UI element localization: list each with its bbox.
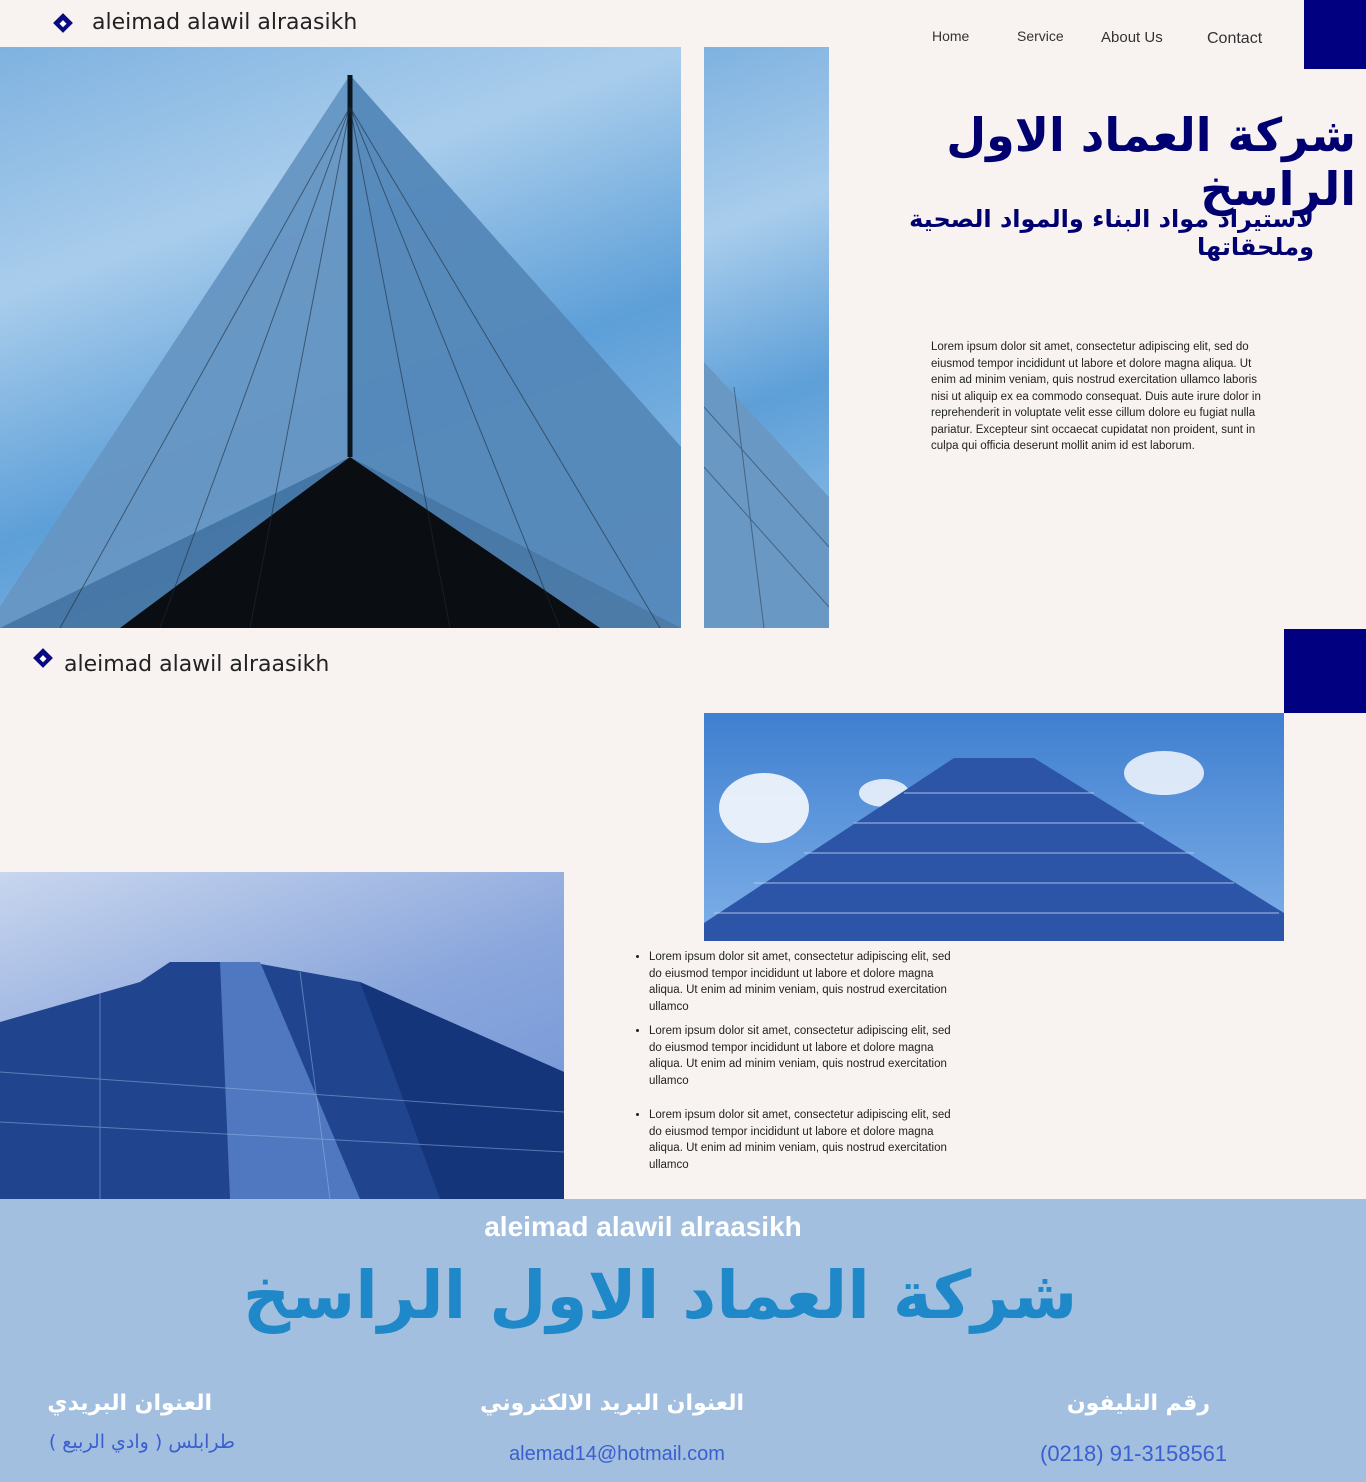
footer-brand: aleimad alawil alraasikh: [484, 1211, 802, 1242]
brand-name: aleimad alawil alraasikh: [92, 10, 358, 35]
footer-title: شركة العماد الاول الراسخ: [242, 1257, 1078, 1334]
list-item: • Lorem ipsum dolor sit amet, consectetur adipiscing elit, sed do eiusmod tempor incididunt ut labore et dolore magna aliqua. Ut enim ad minim veniam, quis nostrud exercitation ullamco: [649, 1107, 961, 1173]
skyscraper-photo: [704, 713, 1284, 941]
feature-list: [631, 949, 961, 1181]
nav-home[interactable]: Home: [932, 28, 970, 44]
postal-label: العنوان البريدي: [47, 1391, 212, 1416]
hero-subtitle: لاستيراد مواد البناء والمواد الصحية وملحقاتها: [909, 205, 1314, 261]
nav-service[interactable]: Service: [1017, 28, 1064, 44]
list-item: • Lorem ipsum dolor sit amet, consectetur adipiscing elit, sed do eiusmod tempor incididunt ut labore et dolore magna aliqua. Ut enim ad minim veniam, quis nostrud exercitation ullamco: [649, 1023, 961, 1089]
accent-square-2: [1284, 629, 1366, 713]
logo-diamond-icon: [53, 13, 73, 33]
glass-towers-photo: [0, 872, 564, 1199]
list-item: • Lorem ipsum dolor sit amet, consectetur adipiscing elit, sed do eiusmod tempor incididunt ut labore et dolore magna aliqua. Ut enim ad minim veniam, quis nostrud exercitation ullamco: [649, 949, 961, 1015]
phone-label: رقم التليفون: [1066, 1391, 1210, 1416]
footer: [0, 1199, 1366, 1482]
hero-paragraph: Lorem ipsum dolor sit amet, consectetur adipiscing elit, sed do eiusmod tempor incididunt ut labore et dolore magna aliqua. Ut enim ad minim veniam, quis nostrud exercitation ullamco laboris nisi ut aliquip ex ea commodo consequat. Duis aute irure dolor in reprehenderit in voluptate velit esse cillum dolore eu fugiat nulla pariatur. Excepteur sint occaecat cupidatat non proident, sunt in culpa qui officia deserunt mollit anim id est laborum.: [931, 341, 1261, 452]
nav-about-us[interactable]: About Us: [1101, 29, 1163, 46]
building-photo-strip: [704, 47, 829, 628]
email-label: العنوان البريد الالكتروني: [480, 1391, 744, 1416]
hero-title: شركة العماد الاول الراسخ: [946, 108, 1356, 216]
nav-contact[interactable]: Contact: [1207, 30, 1263, 47]
postal-value: طرابلس ( وادي الربيع ): [48, 1431, 235, 1453]
email-link[interactable]: alemad14@hotmail.com: [509, 1443, 725, 1465]
section-brand-name: aleimad alawil alraasikh: [64, 652, 330, 677]
accent-square: [1304, 0, 1366, 69]
phone-link[interactable]: (0218) 91-3158561: [1040, 1441, 1228, 1466]
building-photo-main: [0, 47, 681, 628]
logo-diamond-icon-2: [33, 648, 53, 668]
